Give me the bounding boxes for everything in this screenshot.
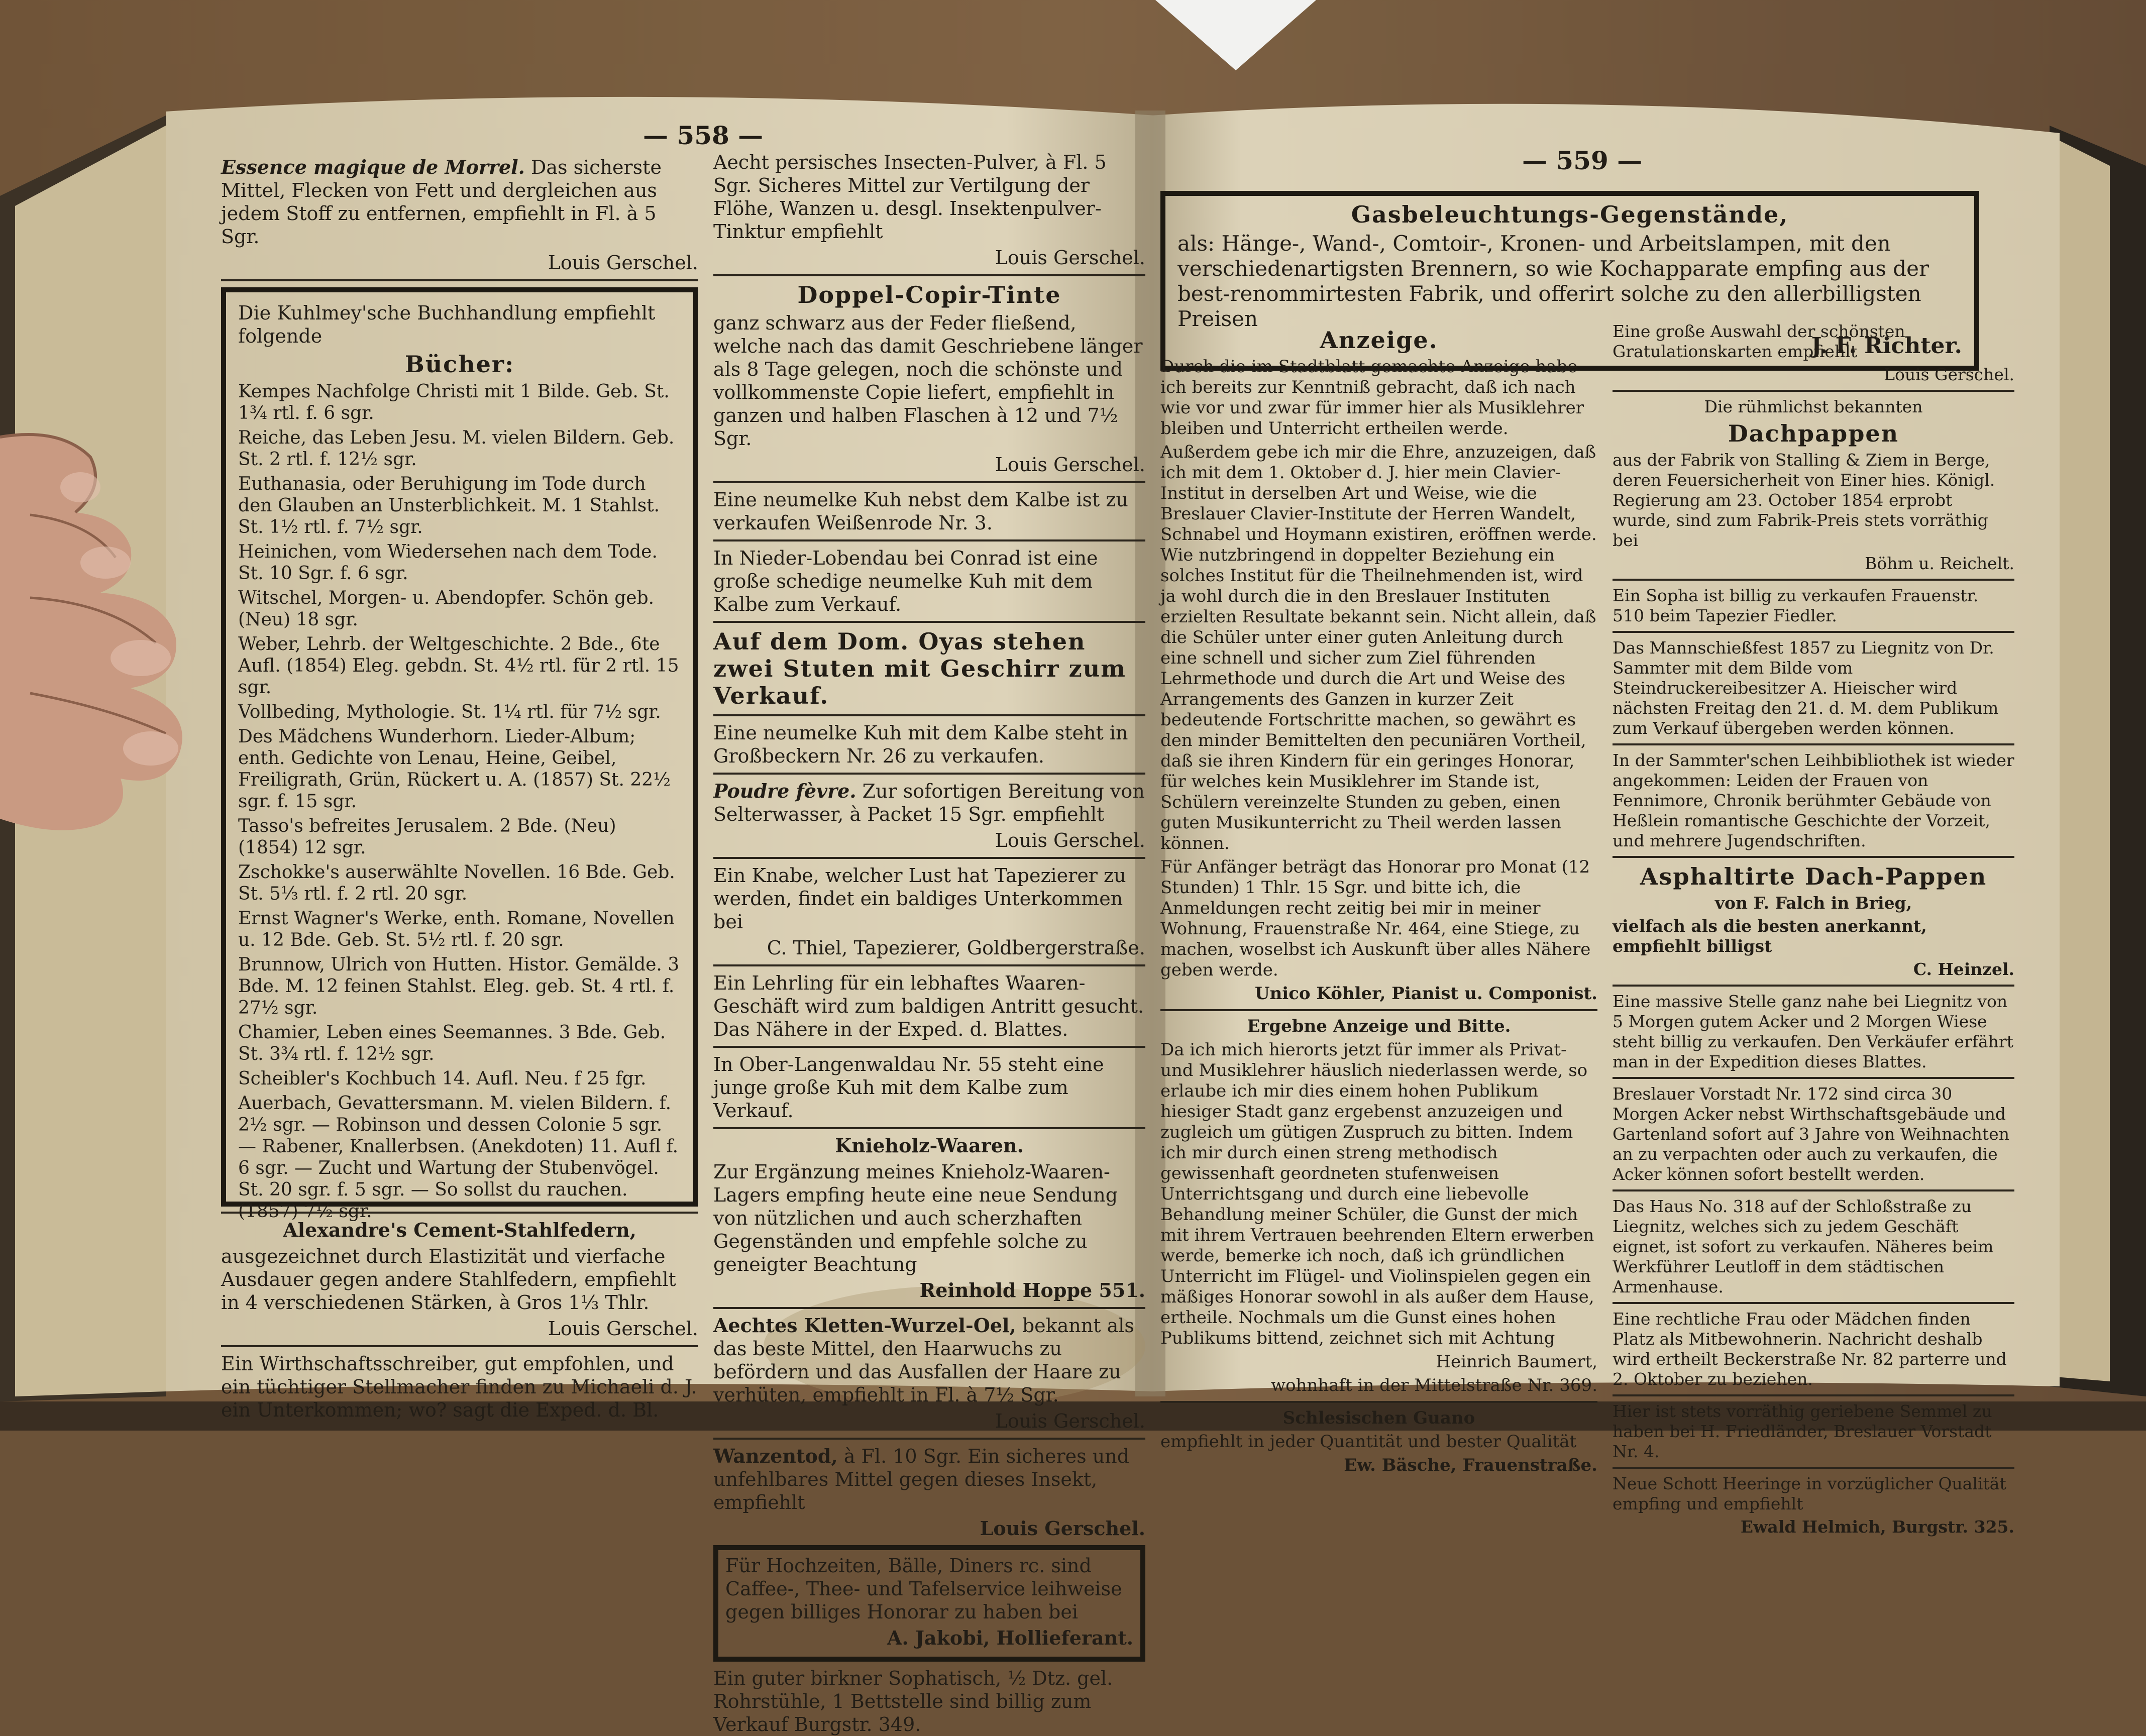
hochzeit-box xyxy=(713,1545,1145,1662)
book-entry: Euthanasia, oder Beruhigung im Tode durch den Glauben an Unsterblichkeit. M. 1 Stahlst. St. 1½ rtl. f. 7½ sgr. xyxy=(238,474,660,537)
anzeige-p3: Für Anfänger beträgt das Honorar pro Monat (12 Stunden) 1 Thlr. 15 Sgr. und bitte ich, die Anmeldungen recht zeitig bei mir in meiner Wohnung, Frauenstraße Nr. 464, eine Stiege, zu machen, woselbst ich Auskunft über alles Nähere geben werde. xyxy=(1160,857,1591,980)
dach-text: aus der Fabrik von Stalling & Ziem in Berge, deren Feuersicherheit von Einer hies. Königl. Regierung am 23. October 1854 erprobt wurde, sind zum Fabrik-Preis stets vorräthig bei xyxy=(1613,450,1995,550)
sopha-text-left: Ein guter birkner Sophatisch, ½ Dtz. gel. Rohrstühle, 1 Bettstelle sind billig zum Verkauf Burgstr. 349. xyxy=(713,1667,1113,1735)
book-entry: Ernst Wagner's Werke, enth. Romane, Novellen u. 12 Bde. Geb. St. 5½ rtl. f. 20 sgr. xyxy=(238,908,675,950)
samm-text: In der Sammter'schen Leihbibliothek ist wieder angekommen: Leiden der Frauen von Fennimore, Chronik berühmter Gebäude von Heßlein romantische Geschichte der Vorzeit, und mehrere Jugendschriften. xyxy=(1613,750,2014,850)
guano-title: Schlesischen Guano xyxy=(1282,1408,1475,1428)
kletten-seller: Louis Gerschel. xyxy=(995,1410,1145,1432)
bres-text: Breslauer Vorstadt Nr. 172 sind circa 30 Morgen Acker nebst Wirthschaftsgebäude und Gartenland sofort auf 3 Jahre von Weihnachten an zu verpachten oder auch zu verkaufen, die Acker können sofort bestellt werden. xyxy=(1613,1084,2009,1184)
wanzen-title: Wanzentod, xyxy=(713,1445,838,1467)
alexandre-text: ausgezeichnet durch Elastizität und vierfache Ausdauer gegen andere Stahlfedern, empfiehlt in 4 verschiedenen Stärken, à Gros 1⅓ Thlr. xyxy=(221,1245,676,1314)
copie-seller: Louis Gerschel. xyxy=(995,454,1145,476)
hering-text: Neue Schott Heeringe in vorzüglicher Qualität empfing und empfiehlt xyxy=(1613,1474,2006,1513)
essence-seller: Louis Gerschel. xyxy=(548,252,698,274)
kuh-1: Eine neumelke Kuh nebst dem Kalbe ist zu verkaufen Weißenrode Nr. 3. xyxy=(713,489,1128,534)
bookshop-sub: Bücher: xyxy=(404,351,515,378)
book-entry: Reiche, das Leben Jesu. M. vielen Bildern. Geb. St. 2 rtl. f. 12½ sgr. xyxy=(238,427,675,470)
stelle-text: Eine massive Stelle ganz nahe bei Liegnitz von 5 Morgen gutem Acker und 2 Morgen Wiese steht billig zu verkaufen. Den Verkäufer erfährt man in der Expedition dieses Blattes. xyxy=(1613,992,2013,1071)
left-column-2 xyxy=(713,151,1145,1735)
book-entry: Brunnow, Ulrich von Hutten. Histor. Gemälde. 3 Bde. M. 12 feinen Stahlst. Eleg. geb. St. 4 rtl. f. 27½ sgr. xyxy=(238,954,680,1018)
copie-title: Doppel-Copir-Tinte xyxy=(797,281,1061,308)
kletten-text: bekannt als das beste Mittel, den Haarwuchs zu befördern und das Ausfallen der Haare zu verhüten, empfiehlt in Fl. à 7½ Sgr. xyxy=(713,1315,1134,1406)
wirth-text: Ein Wirthschaftsschreiber, gut empfohlen, und ein tüchtiger Stellmacher finden zu Michaeli d. J. ein Unterkommen; wo? sagt die Exped. d. Bl. xyxy=(221,1353,697,1421)
essence-text: Das sicherste Mittel, Flecken von Fett und dergleichen aus jedem Stoff zu entfernen, empfiehlt in Fl. à 5 Sgr. xyxy=(221,156,662,248)
bitte-title: Ergebne Anzeige und Bitte. xyxy=(1247,1016,1511,1036)
book-entry: Tasso's befreites Jerusalem. 2 Bde. (Neu) (1854) 12 sgr. xyxy=(238,816,616,858)
asph-title: Asphaltirte Dach-Pappen xyxy=(1640,863,1987,890)
bookshop-head: Die Kuhlmey'sche Buchhandlung empfiehlt folgende xyxy=(238,302,656,347)
book-entry: Witschel, Morgen- u. Abendopfer. Schön geb. (Neu) 18 sgr. xyxy=(238,588,655,630)
asph-seller: C. Heinzel. xyxy=(1913,959,2014,979)
asph-text: vielfach als die besten anerkannt, empfiehlt billigst xyxy=(1613,916,1927,956)
grat-seller: Louis Gerschel. xyxy=(1884,365,2014,384)
bitte-addr: wohnhaft in der Mittelstraße Nr. 369. xyxy=(1271,1375,1597,1395)
insect-seller: Louis Gerschel. xyxy=(995,247,1145,269)
knie-title: Knieholz-Waaren. xyxy=(835,1134,1024,1157)
frau-text: Eine rechtliche Frau oder Mädchen finden Platz als Mitbewohnerin. Nachricht deshalb wird ertheilt Beckerstraße Nr. 82 parterre und 2. Oktober zu beziehen. xyxy=(1613,1309,2007,1389)
langen-text: In Ober-Langenwaldau Nr. 55 steht eine junge große Kuh mit dem Kalbe zum Verkauf. xyxy=(713,1053,1104,1122)
bitte-seller: Heinrich Baumert, xyxy=(1436,1352,1597,1372)
bookshop-box xyxy=(221,287,698,1222)
dach-intro: Die rühmlichst bekannten xyxy=(1704,397,1923,416)
sopha-text-right: Ein Sopha ist billig zu verkaufen Frauenstr. 510 beim Tapezier Fiedler. xyxy=(1613,586,1979,625)
poudre-title: Poudre fèvre. xyxy=(713,780,856,802)
hochzeit-text: Für Hochzeiten, Bälle, Diners rc. sind Caffee-, Thee- und Tafelservice leihweise gegen billiges Honorar zu haben bei xyxy=(725,1555,1122,1623)
book-entry: Heinichen, vom Wiedersehen nach dem Tode. St. 10 Sgr. f. 6 sgr. xyxy=(238,541,658,584)
anzeige-seller: Unico Köhler, Pianist u. Componist. xyxy=(1254,984,1597,1004)
alexandre-seller: Louis Gerschel. xyxy=(548,1318,698,1340)
anzeige-p2: Außerdem gebe ich mir die Ehre, anzuzeigen, daß ich mit dem 1. Oktober d. J. hier mein Clavier-Institut in derselben Art und Weise, wie die Breslauer Clavier-Institute der Herren Wandelt, Schnabel und Hoymann existiren, eröffnen werde. Wie nutzbringend in doppelter Beziehung ein solches Institut für die Theilnehmenden ist, wird ja wohl durch die in den Breslauer Instituten erzielten Resultate bekannt sein. Nicht allein, daß die Schüler unter einer guten Anleitung durch eine schnell und sicher zum Ziel führenden Lehrmethode und durch die Art und Weise des Arrangements des Ganzen in kurzer Zeit bedeutende Fortschritte machen, so gewährt es den minder Bemittelten den pecuniären Vortheil, daß sie ihren Kindern für ein geringes Honorar, für welches kein Musiklehrer im Stande ist, Schülern vereinzelte Stunden zu geben, einen guten Musikunterricht zu Theil werden lassen können. xyxy=(1160,442,1597,853)
gas-seller: J. F. Richter. xyxy=(1811,333,1962,359)
gas-title: Gasbeleuchtungs-Gegenstände, xyxy=(1351,201,1789,228)
knie-text: Zur Ergänzung meines Knieholz-Waaren-Lagers empfing heute eine neue Sendung von nützlichen und auch scherzhaften Gegenständen und empfehle solche zu geneigter Beachtung xyxy=(713,1161,1118,1275)
book-entry: Chamier, Leben eines Seemannes. 3 Bde. Geb. St. 3¾ rtl. f. 12½ sgr. xyxy=(238,1022,666,1064)
book-entry: Weber, Lehrb. der Weltgeschichte. 2 Bde., 6te Aufl. (1854) Eleg. gebdn. St. 4½ rtl. für 2 rtl. 15 sgr. xyxy=(238,634,679,698)
asph-sub: von F. Falch in Brieg, xyxy=(1714,893,1912,913)
insect-text: Aecht persisches Insecten-Pulver, à Fl. 5 Sgr. Sicheres Mittel zur Vertilgung der Flöhe, Wanzen u. desgl. Insektenpulver-Tinktur empfiehlt xyxy=(713,151,1107,243)
grat-text: Eine große Auswahl der schönsten Gratulationskarten empfiehlt xyxy=(1613,321,1905,361)
page-number-left: — 558 — xyxy=(643,121,764,150)
dach-title: Dachpappen xyxy=(1728,420,1899,447)
book-entry: Auerbach, Gevattersmann. M. vielen Bildern. f. 2½ sgr. — Robinson und dessen Colonie 5 sgr. — Rabener, Knallerbsen. (Anekdoten) 11. Aufl f. 6 sgr. — Zucht und Wartung der Stubenvögel. St. 20 sgr. f. 5 sgr. — So sollst du rauchen. (1857) 7½ sgr. xyxy=(238,1093,679,1222)
kuh-3: Eine neumelke Kuh mit dem Kalbe steht in Großbeckern Nr. 26 zu verkaufen. xyxy=(713,722,1128,767)
hochzeit-seller: A. Jakobi, Hollieferant. xyxy=(887,1626,1133,1649)
right-column-2 xyxy=(1613,321,2014,1537)
anzeige-title: Anzeige. xyxy=(1320,327,1438,354)
guano-seller: Ew. Bäsche, Frauenstraße. xyxy=(1344,1455,1597,1475)
knie-seller: Reinhold Hoppe 551. xyxy=(919,1279,1145,1301)
wanzen-text: à Fl. 10 Sgr. Ein sicheres und unfehlbares Mittel gegen dieses Insekt, empfiehlt xyxy=(713,1445,1130,1513)
essence-title: Essence magique de Morrel. xyxy=(221,156,525,178)
kletten-title: Aechtes Kletten-Wurzel-Oel, xyxy=(713,1314,1016,1337)
book-entry: Des Mädchens Wunderhorn. Lieder-Album; enth. Gedichte von Lenau, Heine, Geibel, Freiligrath, Grün, Rückert u. A. (1857) St. 22½ sgr. f. 15 sgr. xyxy=(238,726,671,812)
copie-text: ganz schwarz aus der Feder fließend, welche nach das damit Geschriebene länger als 8 Tage gelegen, noch die schönste und vollkommenste Copie liefert, empfiehlt in ganzen und halben Flaschen à 12 und 7½ Sgr. xyxy=(713,312,1143,450)
lehrling-text: Ein Lehrling für ein lebhaftes Waaren-Geschäft wird zum baldigen Antritt gesucht. Das Nähere in der Exped. d. Blattes. xyxy=(713,972,1144,1040)
left-column-1 xyxy=(221,156,698,1425)
semmel-text: Hier ist stets vorräthig geriebene Semmel zu haben bei H. Friedländer, Breslauer Vorstadt Nr. 4. xyxy=(1613,1401,1992,1461)
kuh-2: In Nieder-Lobendau bei Conrad ist eine große schedige neumelke Kuh mit dem Kalbe zum Verkauf. xyxy=(713,547,1098,615)
wanzen-seller: Louis Gerschel. xyxy=(980,1517,1145,1540)
dach-seller: Böhm u. Reichelt. xyxy=(1865,554,2014,573)
knabe-text: Ein Knabe, welcher Lust hat Tapezierer zu werden, findet ein baldiges Unterkommen bei xyxy=(713,864,1126,933)
page-number-right: — 559 — xyxy=(1522,146,1643,175)
book-entry: Vollbeding, Mythologie. St. 1¼ rtl. für 7½ sgr. xyxy=(238,702,661,722)
book-entry: Kempes Nachfolge Christi mit 1 Bilde. Geb. St. 1¾ rtl. f. 6 sgr. xyxy=(238,381,670,423)
guano-text: empfiehlt in jeder Quantität und bester Qualität xyxy=(1160,1432,1577,1452)
book-entry: Scheibler's Kochbuch 14. Aufl. Neu. f 25 fgr. xyxy=(238,1068,647,1089)
bitte-text: Da ich mich hierorts jetzt für immer als Privat- und Musiklehrer häuslich niederlassen werde, so erlaube ich mir dies einem hohen Publikum hiesiger Stadt ganz ergebenst anzuzeigen und zugleich um gütigen Zuspruch zu bitten. Indem ich mir durch einen streng methodisch gewissenhaft geordneten stufenweisen Unterrichtsgang und durch eine liebevolle Behandlung meiner Schüler, die Gunst der mich mit ihrem Vertrauen beehrenden Eltern erwerben werde, bemerke ich noch, daß ich gründlichen Unterricht im Flügel- und Violinspielen gegen ein mäßiges Honorar sowohl in als außer dem Hause, ertheile. Nochmals um die Gunst eines hohen Publikums bittend, zeichnet sich mit Achtung xyxy=(1160,1040,1594,1348)
dom-title: Auf dem Dom. Oyas stehen zwei Stuten mit Geschirr zum Verkauf. xyxy=(713,628,1126,709)
poudre-seller: Louis Gerschel. xyxy=(995,829,1145,851)
book-list xyxy=(238,381,681,1222)
haus-text: Das Haus No. 318 auf der Schloßstraße zu Liegnitz, welches sich zu jedem Geschäft eignet, ist sofort zu verkaufen. Näheres beim Werkführer Leutloff in dem städtischen Armenhause. xyxy=(1613,1197,1994,1296)
knabe-seller: C. Thiel, Tapezierer, Goldbergerstraße. xyxy=(767,937,1145,959)
gas-text: als: Hänge-, Wand-, Comtoir-, Kronen- und Arbeitslampen, mit den verschiedenartigsten Brennern, so wie Kochapparate empfing aus der best-renommirtesten Fabrik, und offerirt solche zu den allerbilligsten Preisen xyxy=(1177,231,1929,331)
anzeige-p1: Durch die im Stadtblatt gemachte Anzeige habe ich bereits zur Kenntniß gebracht, daß ich nach wie vor und zwar für immer hier als Musiklehrer bleiben und Unterricht ertheilen werde. xyxy=(1160,357,1584,439)
alexandre-title: Alexandre's Cement-Stahlfedern, xyxy=(283,1219,636,1241)
hering-seller: Ewald Helmich, Burgstr. 325. xyxy=(1740,1517,2014,1537)
poudre-text: Zur sofortigen Bereitung von Selterwasser, à Packet 15 Sgr. empfiehlt xyxy=(713,780,1145,825)
mann-text: Das Mannschießfest 1857 zu Liegnitz von Dr. Sammter mit dem Bilde vom Steindruckereibesitzer A. Hieischer wird nächsten Freitag den 21. d. M. dem Publikum zum Verkauf übergeben werden können. xyxy=(1613,638,1999,738)
right-column-1 xyxy=(1160,327,1597,1475)
hand-image xyxy=(0,427,191,959)
book-entry: Zschokke's auserwählte Novellen. 16 Bde. Geb. St. 5⅓ rtl. f. 2 rtl. 20 sgr. xyxy=(238,862,675,904)
